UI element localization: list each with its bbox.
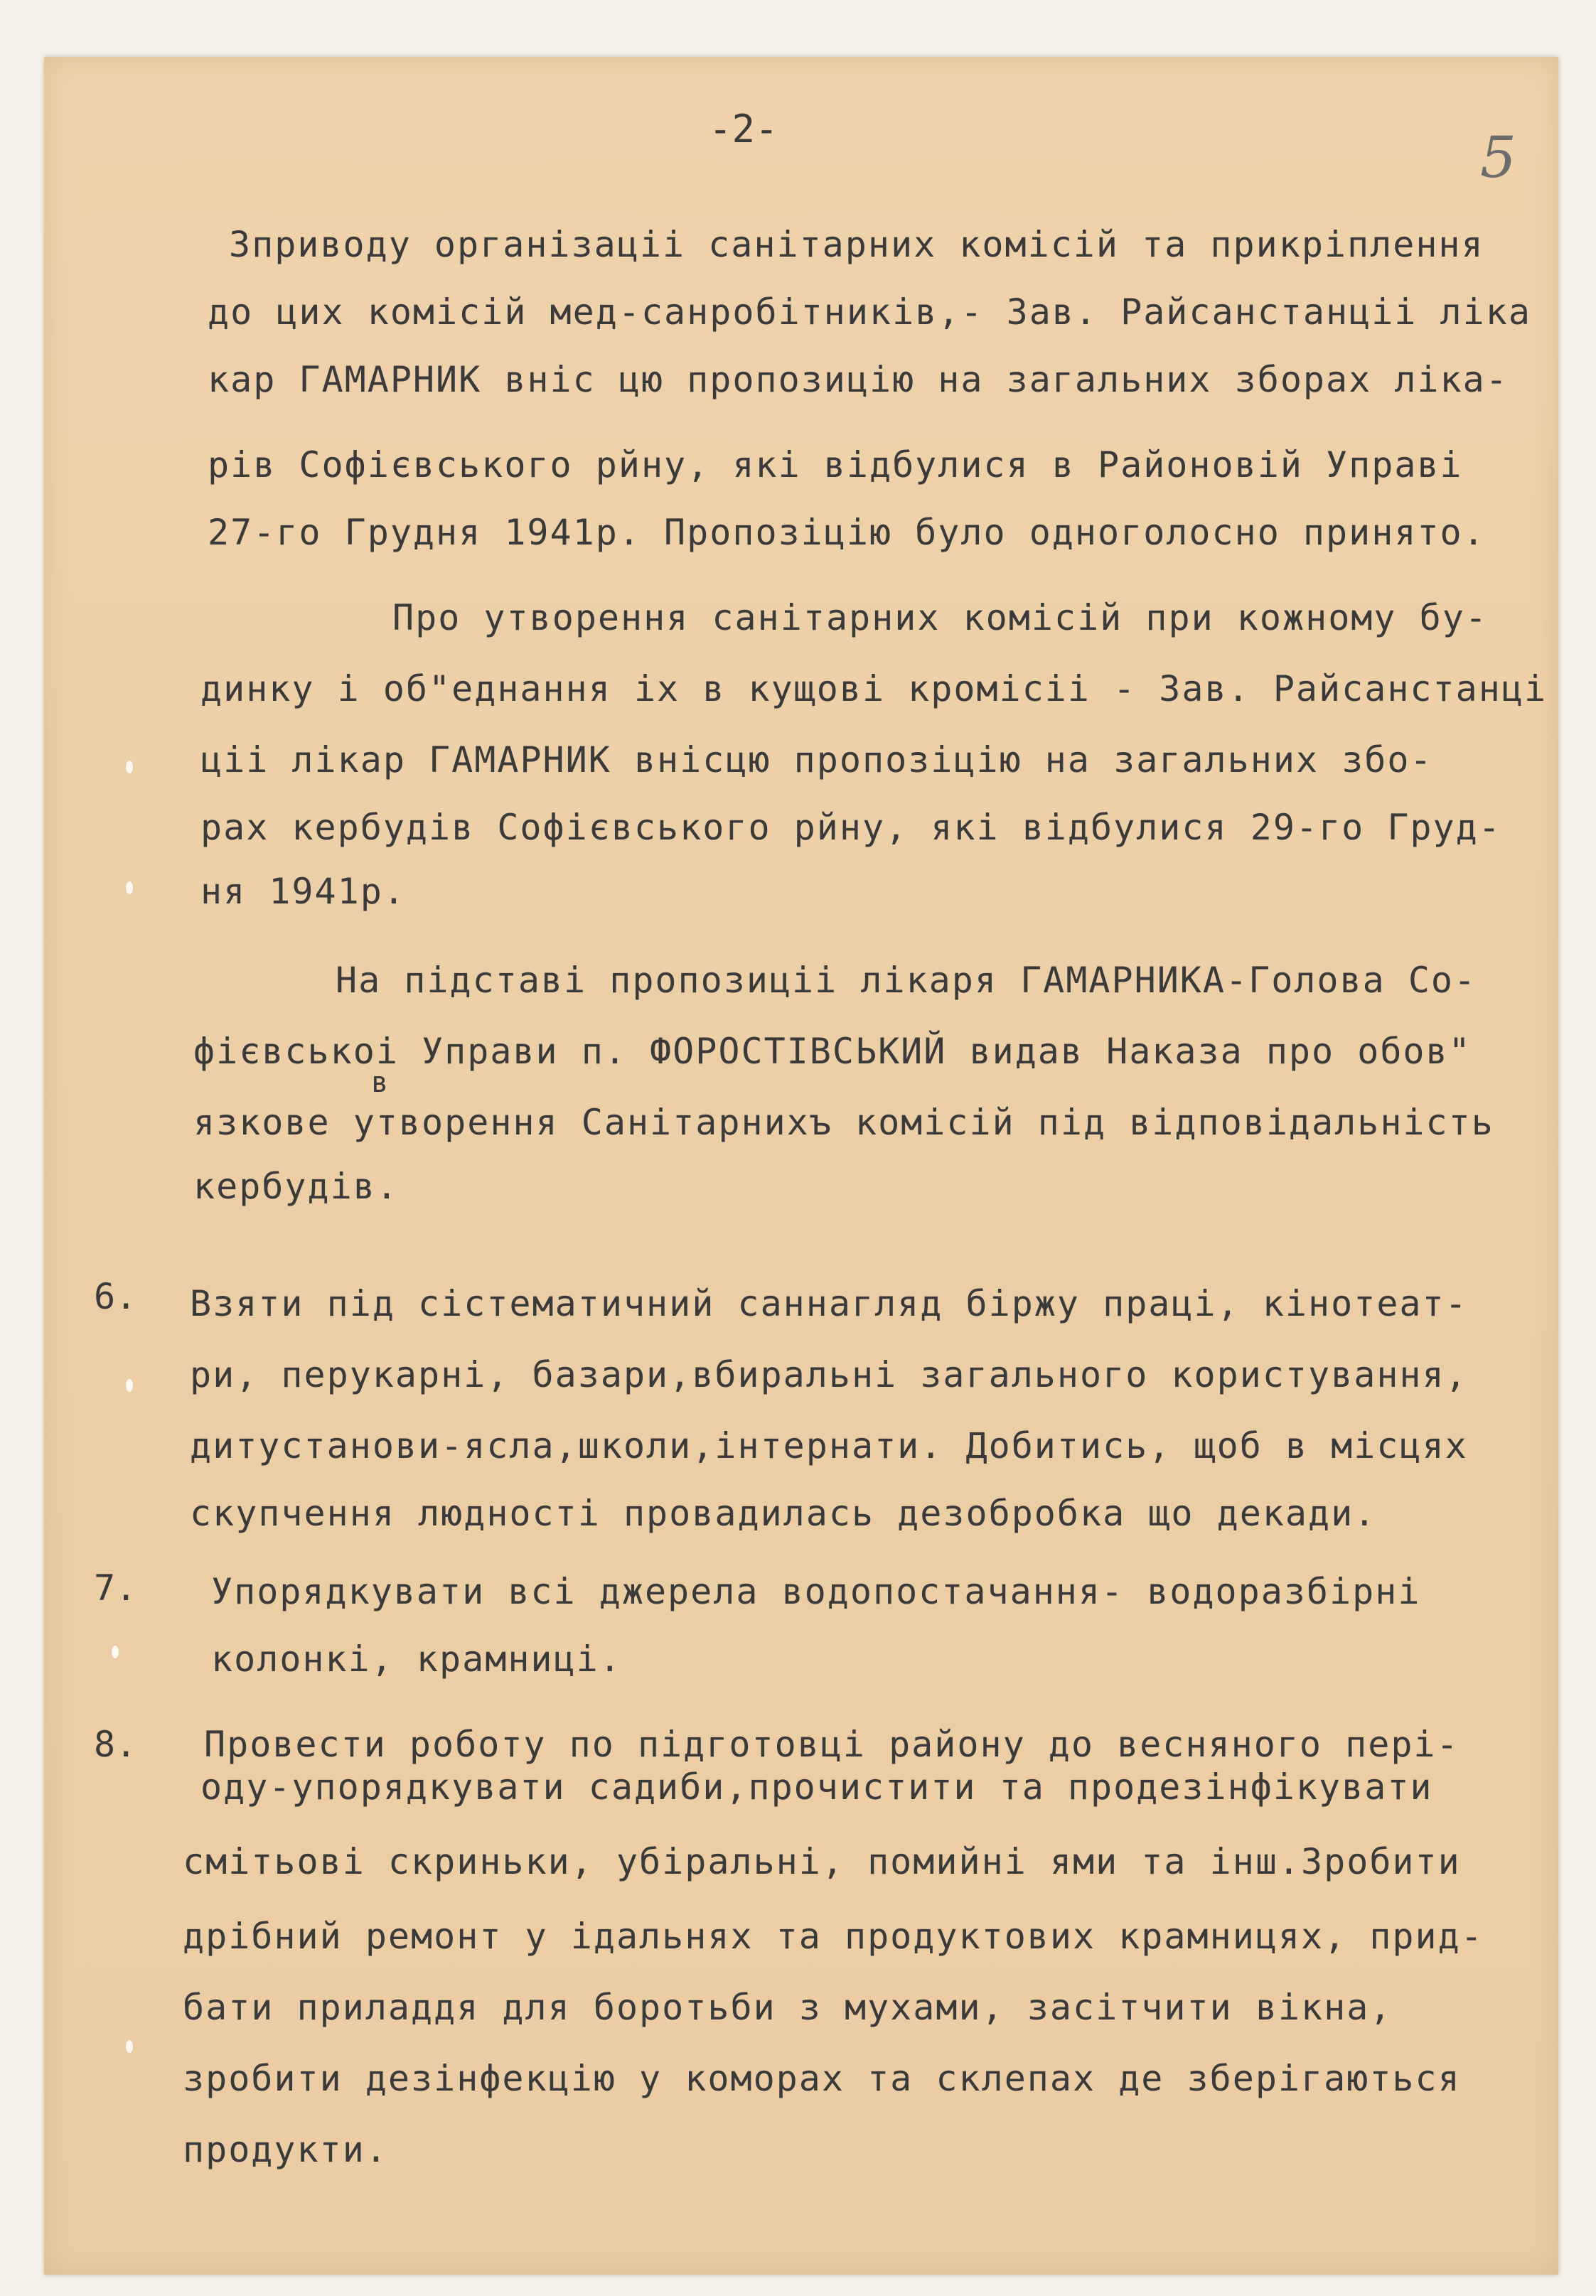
- paragraph-1-line-1: Зприводу органiзацii санiтарних комiсiй та прикрiплення: [229, 224, 1484, 265]
- paragraph-2-line-2: динку i об"еднання iх в кущовi кромісii - Зав. Райсанстанцi: [200, 668, 1548, 709]
- paragraph-2-line-3: цii лiкар ГАМАРНИК внiсцю пропозiцiю на загальних збо-: [200, 739, 1433, 780]
- item-6-line-3: дитустанови-ясла,школи,iнтернати. Добитись, щоб в мiсцях: [190, 1425, 1468, 1466]
- margin-mark: [126, 1379, 133, 1392]
- item-8-number: 8.: [94, 1724, 137, 1765]
- paragraph-1-line-3: кар ГАМАРНИК вніс цю пропозицію на загальних зборах лiка-: [208, 359, 1509, 400]
- paragraph-3-line-4: кербудiв.: [193, 1166, 399, 1207]
- document-sheet: [44, 57, 1558, 2275]
- folio-number: 5: [1480, 124, 1516, 191]
- paragraph-2-line-1: Про утворення санiтарних комiсiй при кожному бу-: [392, 597, 1488, 638]
- paragraph-1-line-2: до цих комiсiй мед-санробiтникiв,- Зав. Райсанстанцii лiка: [208, 291, 1531, 333]
- item-6-line-2: ри, перукарнi, базари,вбиральнi загального користування,: [190, 1354, 1468, 1395]
- item-8-line-3: смiтьовi скриньки, убiральнi, помийнi ями та iнш.Зробити: [183, 1841, 1461, 1882]
- handwritten-insertion: в: [371, 1066, 390, 1099]
- paragraph-3-line-2: фiєвськоi Управи п. ФОРОСТIВСЬКИЙ видав Наказа про обов": [193, 1031, 1472, 1072]
- item-8-line-2: оду-упорядкувати садиби,прочистити та продезiнфiкувати: [200, 1766, 1433, 1808]
- item-8-line-5: бати приладдя для боротьби з мухами, засiтчити вiкна,: [183, 1987, 1393, 2028]
- margin-mark: [112, 1646, 119, 1658]
- margin-mark: [126, 2040, 133, 2053]
- item-6-line-1: Взяти пiд сiстематичний саннагляд бiржу працi, кiнотеат-: [190, 1283, 1468, 1324]
- paragraph-2-line-5: ня 1941р.: [200, 871, 406, 912]
- item-8-line-6: зробити дезiнфекцiю у коморах та склепах де зберiгаються: [183, 2058, 1461, 2099]
- item-6-number: 6.: [94, 1276, 137, 1317]
- item-7-line-2: колонкi, крамницi.: [211, 1638, 622, 1680]
- margin-mark: [126, 881, 133, 894]
- paragraph-2-line-4: рах кербудiв Софiєвського рйну, якi вiдбулися 29-го Груд-: [200, 807, 1501, 848]
- item-8-line-4: дрiбний ремонт у iдальнях та продуктових крамницях, прид-: [183, 1916, 1484, 1957]
- margin-mark: [126, 761, 133, 773]
- paragraph-3-line-3: язкове утворення Санiтарнихъ комiсiй пiд вiдповiдальнiсть: [193, 1102, 1494, 1143]
- item-8-line-7: продукти.: [183, 2129, 388, 2170]
- item-6-line-4: скупчення людностi провадилась дезобробка що декади.: [190, 1493, 1377, 1534]
- page-marker: -2-: [709, 107, 778, 151]
- paragraph-3-line-1: На пiдставi пропозицii лiкаря ГАМАРНИКА-Голова Со-: [336, 960, 1477, 1001]
- item-7-line-1: Упорядкувати всi джерела водопостачання- водоразбiрнi: [211, 1571, 1421, 1612]
- paragraph-1-line-5: 27-го Грудня 1941р. Пропозiцiю було одноголосно принято.: [208, 512, 1486, 553]
- item-8-line-1: Провести роботу по пiдготовцi району до весняного перi-: [204, 1724, 1460, 1765]
- paragraph-1-line-4: рiв Софiєвського рйну, якi вiдбулися в Районовiй Управi: [208, 444, 1463, 486]
- item-7-number: 7.: [94, 1567, 137, 1609]
